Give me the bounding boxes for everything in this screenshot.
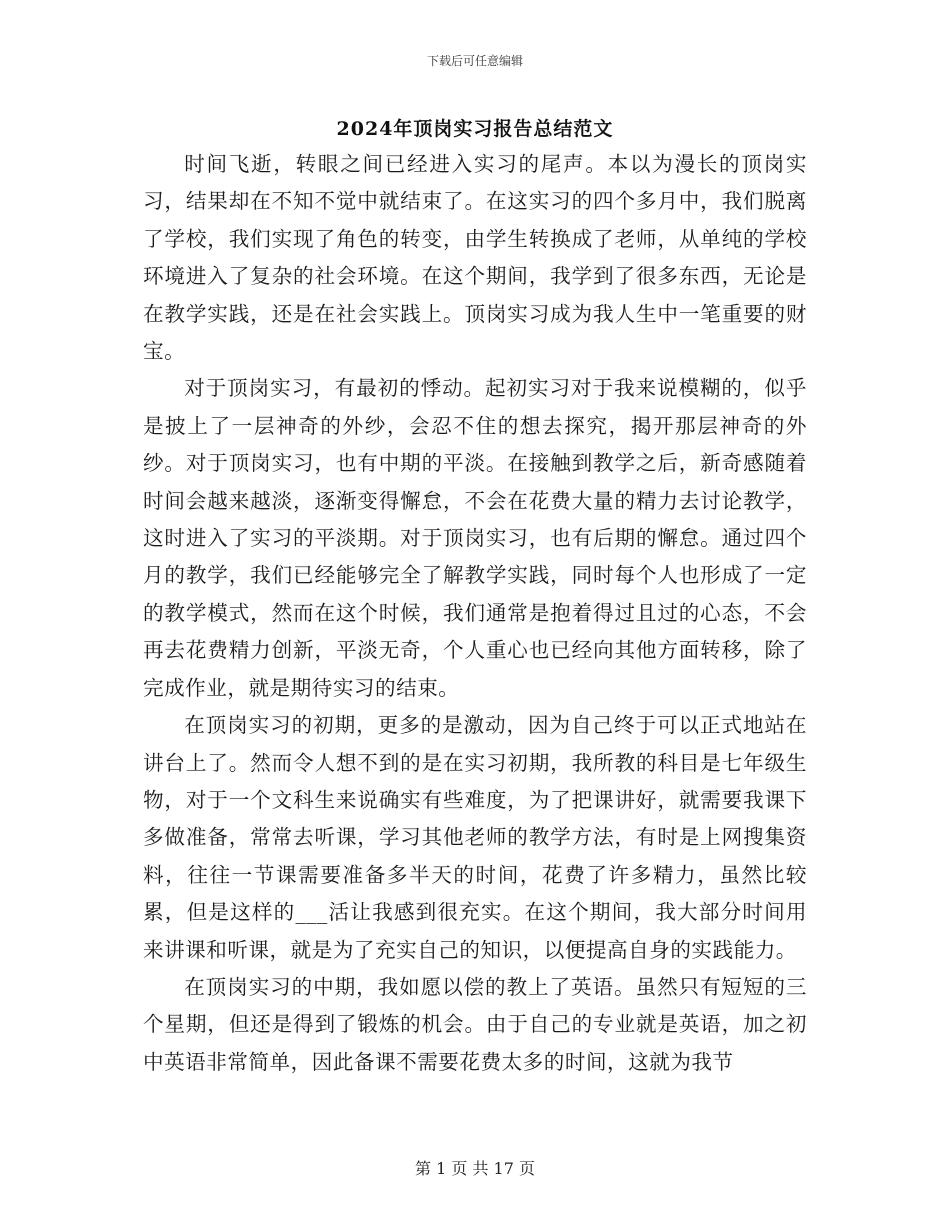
- paragraph-4: 在顶岗实习的中期，我如愿以偿的教上了英语。虽然只有短短的三个星期，但还是得到了锻炼的机会。由于自己的专业就是英语，加之初中英语非常简单，因此备课不需要花费太多的时间，这就为我节: [143, 974, 807, 1074]
- page-number: 第 1 页 共 17 页: [415, 1159, 535, 1178]
- paragraph-2: 对于顶岗实习，有最初的悸动。起初实习对于我来说模糊的，似乎是披上了一层神奇的外纱，会忍不住的想去探究，揭开那层神奇的外纱。对于顶岗实习，也有中期的平淡。在接触到教学之后，新奇感随着时间会越来越淡，逐渐变得懈怠，不会在花费大量的精力去讨论教学，这时进入了实习的平淡期。对于顶岗实习，也有后期的懈怠。通过四个月的教学，我们已经能够完全了解教学实践，同时每个人也形成了一定的教学模式，然而在这个时候，我们通常是抱着得过且过的心态，不会再去花费精力创新，平淡无奇，个人重心也已经向其他方面转移，除了完成作业，就是期待实习的结束。: [143, 376, 807, 700]
- paragraph-1: 时间飞逝，转眼之间已经进入实习的尾声。本以为漫长的顶岗实习，结果却在不知不觉中就结束了。在这实习的四个多月中，我们脱离了学校，我们实现了角色的转变，由学生转换成了老师，从单纯的学校环境进入了复杂的社会环境。在这个期间，我学到了很多东西，无论是在教学实践，还是在社会实践上。顶岗实习成为我人生中一笔重要的财宝。: [143, 152, 807, 364]
- download-edit-note: 下载后可任意编辑: [426, 54, 523, 68]
- document-title: 2024年顶岗实习报告总结范文: [336, 118, 614, 140]
- document-body: [143, 146, 807, 1081]
- paragraph-3: 在顶岗实习的初期，更多的是激动，因为自己终于可以正式地站在讲台上了。然而令人想不到的是在实习初期，我所教的科目是七年级生物，对于一个文科生来说确实有些难度，为了把课讲好，就需要我课下多做准备，常常去听课，学习其他老师的教学方法，有时是上网搜集资料，往往一节课需要准备多半天的时间，花费了许多精力，虽然比较累，但是这样的___活让我感到很充实。在这个期间，我大部分时间用来讲课和听课，就是为了充实自己的知识，以便提高自身的实践能力。: [143, 713, 807, 962]
